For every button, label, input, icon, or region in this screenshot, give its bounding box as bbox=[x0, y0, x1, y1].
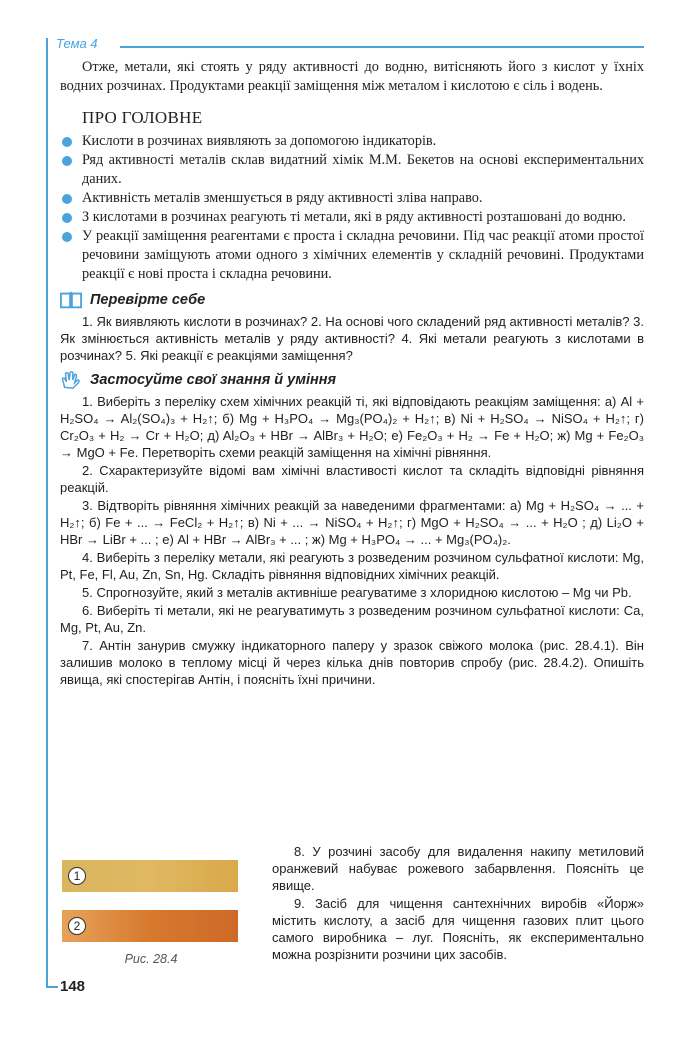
hand-icon bbox=[60, 370, 82, 390]
page-frame-bottom bbox=[46, 986, 58, 988]
list-item: 1. Виберіть з переліку схем хімічних реакцій ті, які відповідають реакціям заміщення: а) Al + H₂SO₄ → Al₂(SO₄)₃ + H₂↑; б) Mg + H₃PO₄ → Mg₃(PO₄)₂ + H₂↑; в) Ni + H₂SO₄ → NiSO₄ + H₂↑; г) Cr₂O₃ + H₂ → Cr + H₂O; д) Al₂O₃ + HBr → AlBr₃ + H₂O; е) Fe₂O₃ + H₂ → Fe + H₂O; ж) Mg + Fe₂O₃ → MgO + Fe. Перетворіть схеми реакцій заміщення на хімічні рівняння. bbox=[60, 394, 644, 460]
strip-number: 1 bbox=[68, 867, 86, 885]
bullet-dot bbox=[62, 137, 72, 147]
bullet-dot bbox=[62, 232, 72, 242]
list-item: Кислоти в розчинах виявляють за допомогою індикаторів. bbox=[60, 132, 644, 151]
bullet-dot bbox=[62, 213, 72, 223]
tasks-right-column bbox=[272, 843, 644, 964]
summary-list bbox=[60, 132, 644, 284]
intro-paragraph: Отже, метали, які стоять у ряду активності до водню, витісняють його з кислот у їхніх водних розчинах. Продуктами реакції заміщення між металом і кислотою є сіль і водень. bbox=[60, 59, 644, 94]
list-item: 2. Схарактеризуйте відомі вам хімічні властивості кислот та складіть відповідні рівняння реакцій. bbox=[60, 463, 644, 495]
tasks-list bbox=[60, 393, 644, 688]
topic-label: Тема 4 bbox=[56, 36, 98, 51]
apply-section-header bbox=[60, 370, 644, 390]
list-item: 3. Відтворіть рівняння хімічних реакцій за наведеними фрагментами: а) Mg + H₂SO₄ → ... + H₂↑; б) Fe + ... → FeCl₂ + H₂↑; в) Ni + ... → NiSO₄ + H₂↑; г) MgO + H₂SO₄ → ... + H₂O ; д) Li₂O + HBr → LiBr + ... ; е) Al + HBr → AlBr₃ + ... ; ж) Mg + H₃PO₄ → ... + Mg₃(PO₄)₂. bbox=[60, 498, 644, 547]
list-item: 4. Виберіть з переліку метали, які реагують з розведеним розчином сульфатної кислоти: Mg, Pt, Fe, Fl, Au, Zn, Sn, Hg. Складіть рівняння відповідних хімічних реакцій. bbox=[60, 550, 644, 582]
page-frame-top bbox=[120, 46, 644, 48]
bullet-dot bbox=[62, 156, 72, 166]
figure-28-4 bbox=[60, 860, 242, 966]
list-item: Активність металів зменшується в ряду активності зліва направо. bbox=[60, 189, 644, 208]
list-item: Ряд активності металів склав видатний хімік М.М. Бекетов на основі експериментальних даних. bbox=[60, 151, 644, 189]
list-item: 9. Засіб для чищення сантехнічних виробів «Йорж» містить кислоту, а засіб для чищення газових плит цього самого виробника – луг. Поясніть, як експериментально можна розрізнити розчини цих засобів. bbox=[272, 896, 644, 962]
page-content bbox=[60, 58, 644, 689]
list-item: 6. Виберіть ті метали, які не реагуватимуть з розведеним розчином сульфатної кислоти: Ca, Mg, Pt, Au, Zn. bbox=[60, 603, 644, 635]
indicator-strip-sour-milk bbox=[62, 910, 238, 942]
strip-number: 2 bbox=[68, 917, 86, 935]
book-icon bbox=[60, 290, 82, 310]
list-item: 5. Спрогнозуйте, який з металів активніше реагуватиме з хлоридною кислотою – Mg чи Pb. bbox=[82, 585, 632, 600]
apply-title: Застосуйте свої знання й уміння bbox=[90, 372, 337, 388]
page-number: 148 bbox=[60, 978, 86, 995]
check-section-header bbox=[60, 290, 644, 310]
check-questions: 1. Як виявляють кислоти в розчинах? 2. На основі чого складений ряд активності металів? 3. Як змінюється активність металів у ряду активності? 4. Які метали реагують з кислотами в розчинах? 5. Які реакції є реакціями заміщення? bbox=[60, 314, 644, 363]
figure-caption: Рис. 28.4 bbox=[124, 952, 178, 966]
list-item: 8. У розчині засобу для видалення накипу метиловий оранжевий набуває рожевого забарвлення. Поясніть це явище. bbox=[272, 844, 644, 893]
bullet-dot bbox=[62, 194, 72, 204]
check-title: Перевірте себе bbox=[90, 292, 206, 308]
list-item: З кислотами в розчинах реагують ті метали, які в ряду активності розташовані до водню. bbox=[60, 208, 644, 227]
summary-title: ПРО ГОЛОВНЕ bbox=[82, 108, 203, 127]
indicator-strip-fresh-milk bbox=[62, 860, 238, 892]
list-item: У реакції заміщення реагентами є проста і складна речовини. Під час реакції атоми простої речовини заміщують атоми одного з хімічних елементів у складній речовині. Продуктами реакції є нові проста і складна речовини. bbox=[60, 227, 644, 284]
list-item: 7. Антін занурив смужку індикаторного паперу у зразок свіжого молока (рис. 28.4.1). Він залишив молоко в теплому місці й через кілька днів повторив спробу (рис. 28.4.2). Опишіть явища, які спостерігав Антін, і поясніть їхні причини. bbox=[60, 638, 644, 687]
page-frame-left bbox=[46, 38, 48, 986]
